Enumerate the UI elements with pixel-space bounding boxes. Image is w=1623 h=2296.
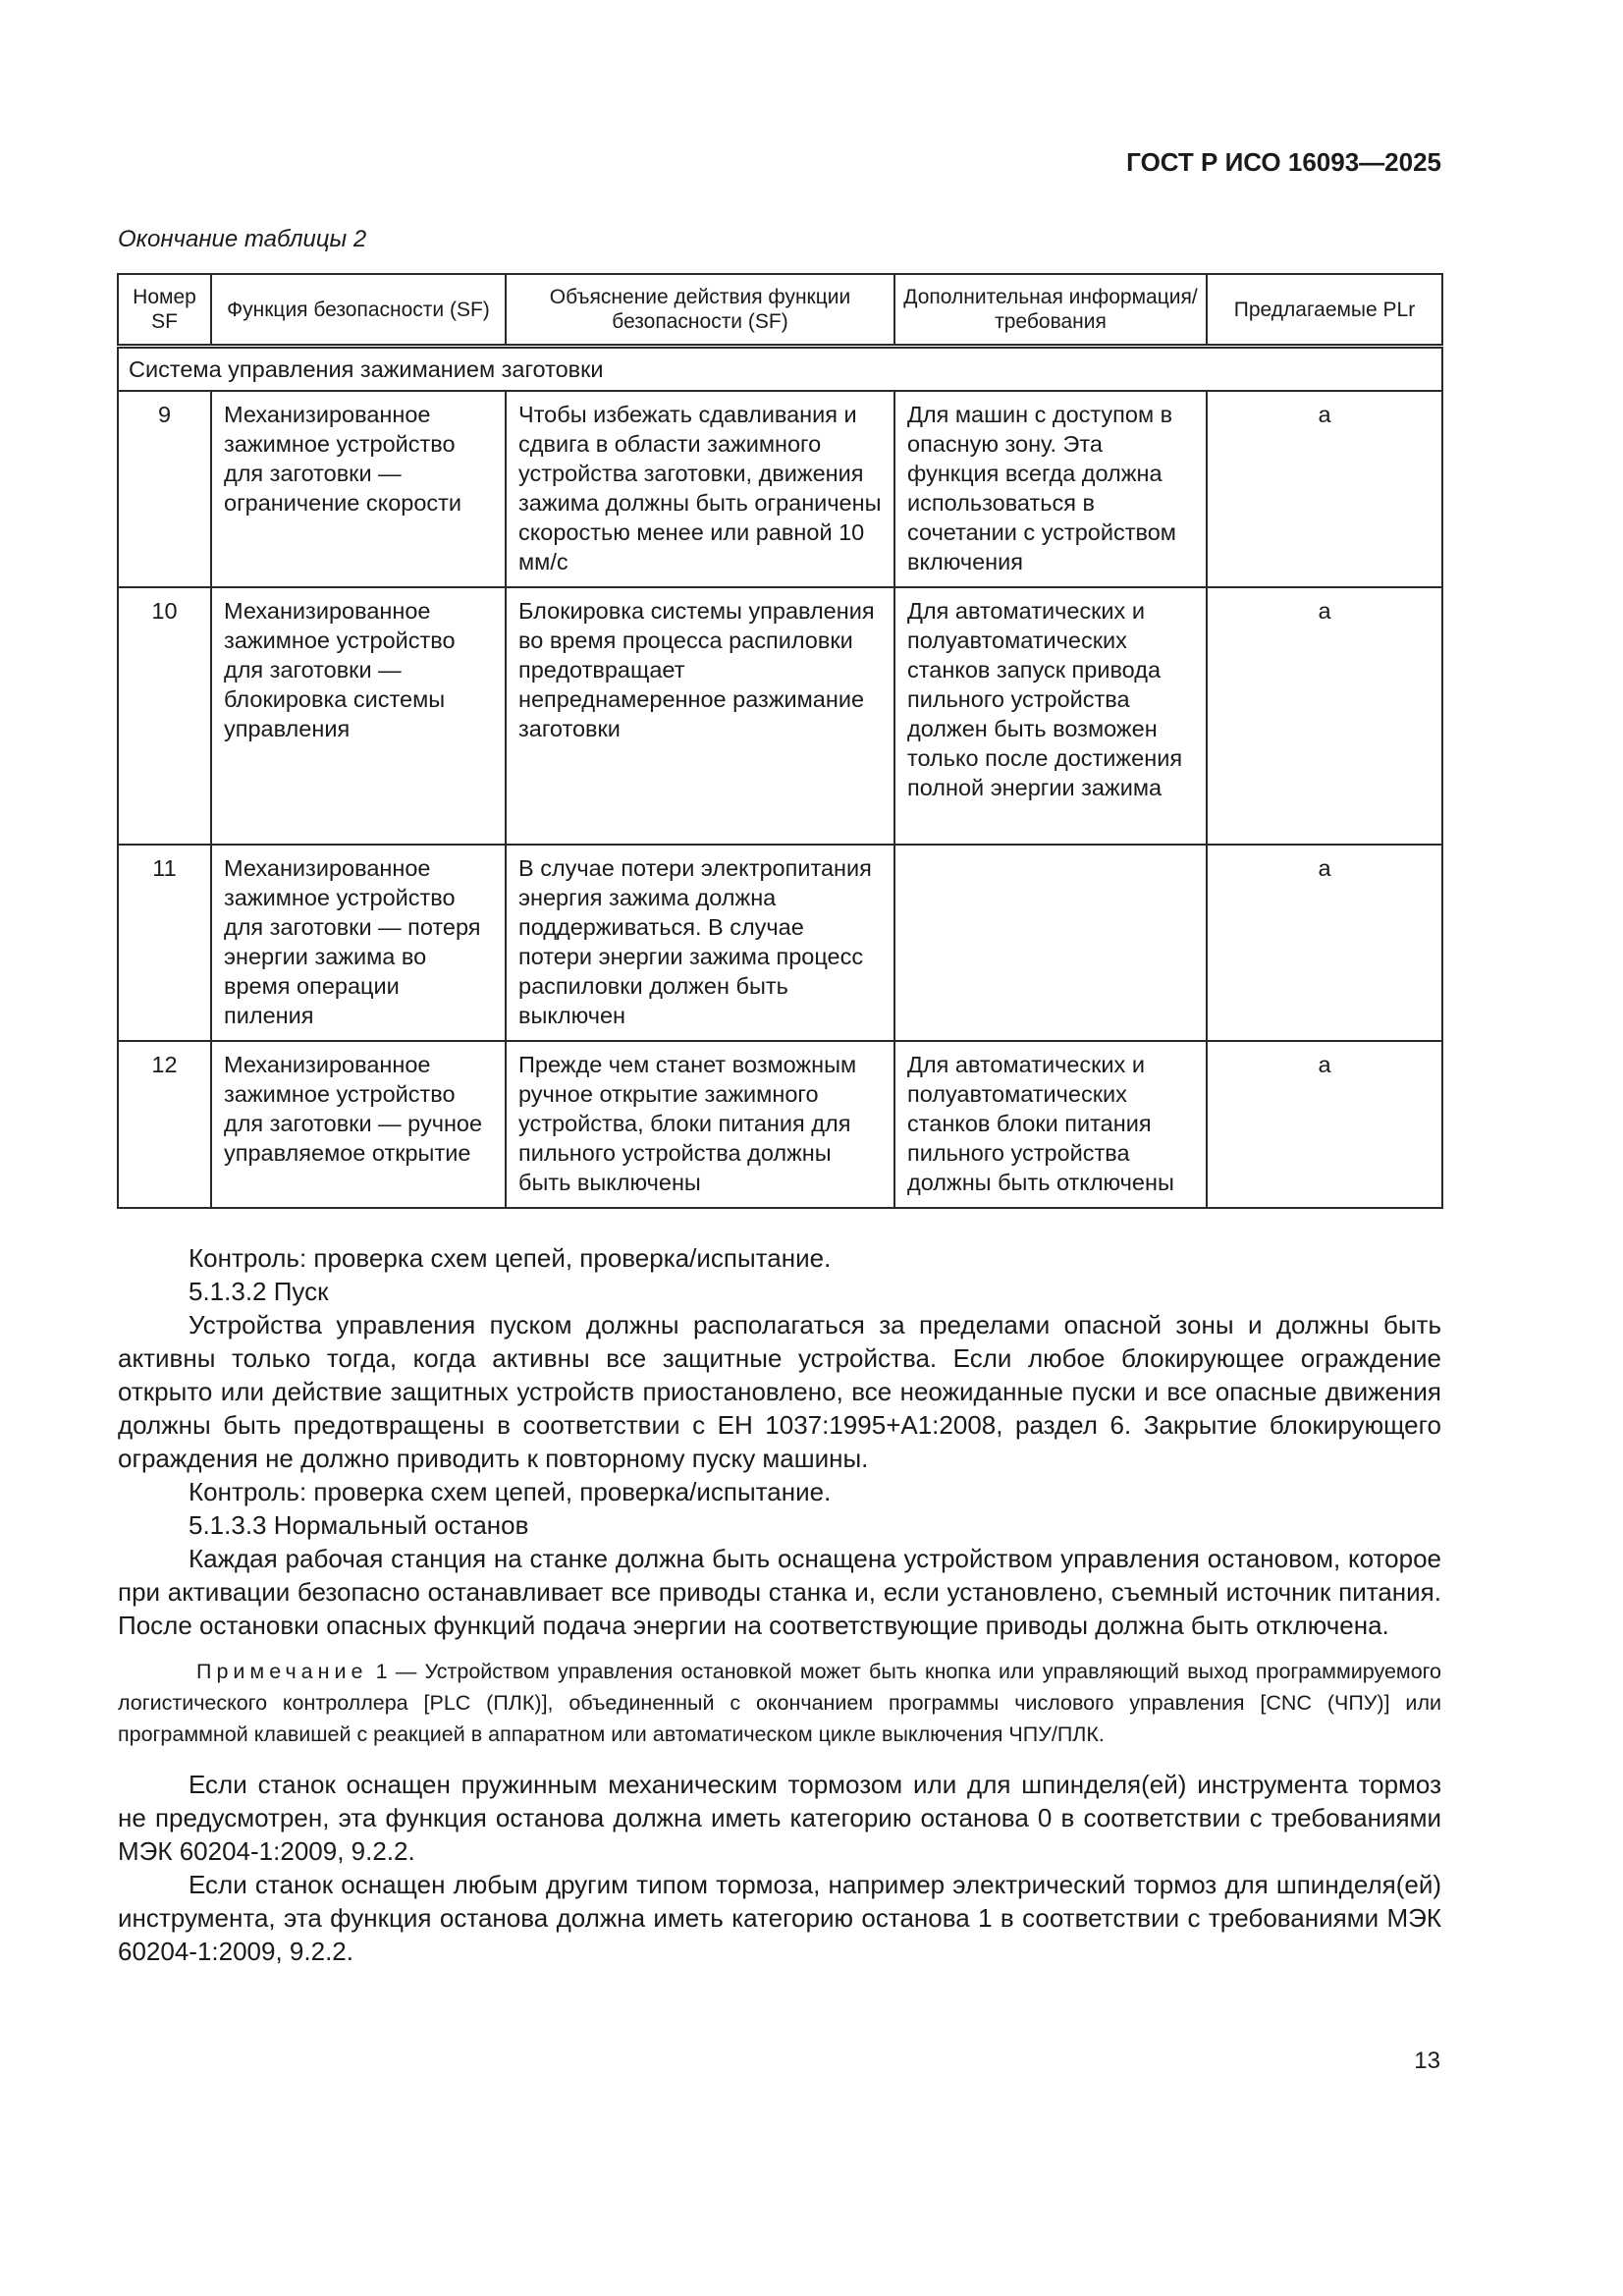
table-caption: Окончание таблицы 2 [118,226,367,252]
cell-plr: a [1207,587,1442,845]
page-number: 13 [1414,2048,1440,2074]
cell-plr: a [1207,845,1442,1041]
body-text [118,1241,1441,1968]
table-row [118,587,1442,845]
column-header-function: Функция безопасности (SF) [211,274,506,347]
cell-info: Для автоматических и полуавтоматических станков блоки питания пильного устройства должны быть отключены [894,1041,1207,1208]
section-title: Система управления зажиманием заготовки [118,347,1442,392]
table-header-row [118,274,1442,347]
cell-function: Механизированное зажимное устройство для заготовки — ограничение скорости [211,391,506,587]
note-text: 1 — Устройством управления остановкой может быть кнопка или управляющий выход программируемого логистического контроллера [PLC (ПЛК)], объединенный с окончанием программы числового управления [CNC (ЧПУ)] или программной клавишей с реакцией в аппаратном или автоматическом цикле выключения ЧПУ/ПЛК. [118,1660,1441,1746]
note-label: Примечание [196,1660,368,1683]
cell-num: 9 [118,391,211,587]
safety-functions-table [117,273,1443,1209]
control-paragraph: Контроль: проверка схем цепей, проверка/испытание. [189,1477,832,1506]
cell-num: 10 [118,587,211,845]
table-row [118,1041,1442,1208]
cell-num: 12 [118,1041,211,1208]
table-row [118,845,1442,1041]
cell-explanation: Чтобы избежать сдавливания и сдвига в области зажимного устройства заготовки, движения зажима должны быть ограничены скоростью менее или равной 10 мм/с [506,391,894,587]
document-code: ГОСТ Р ИСО 16093—2025 [1126,147,1441,177]
column-header-plr: Предлагаемые PLr [1207,274,1442,347]
table-section-row [118,347,1442,392]
start-paragraph: Устройства управления пуском должны располагаться за пределами опасной зоны и должны быть активны только тогда, когда активны все защитные устройства. Если любое блокирующее ограждение открыто или действие защитных устройств приостановлено, все неожиданные пуски и все опасные движения должны быть предотвращены в соответствии с ЕН 1037:1995+А1:2008, раздел 6. Закрытие блокирующего ограждения не должно приводить к повторному пуску машины. [118,1310,1441,1473]
cell-info: Для автоматических и полуавтоматических станков запуск привода пильного устройства должен быть возможен только после достижения полной энергии зажима [894,587,1207,845]
cell-plr: a [1207,1041,1442,1208]
cell-info [894,845,1207,1041]
section-heading-start: 5.1.3.2 Пуск [189,1277,329,1306]
brake-paragraph-1: Если станок оснащен пружинным механическим тормозом или для шпинделя(ей) инструмента тормоз не предусмотрен, эта функция останова должна иметь категорию останова 0 в соответствии с требованиями МЭК 60204-1:2009, 9.2.2. [118,1770,1441,1866]
column-header-explanation: Объяснение действия функции безопасности (SF) [506,274,894,347]
table-row [118,391,1442,587]
cell-function: Механизированное зажимное устройство для заготовки — потеря энергии зажима во время операции пиления [211,845,506,1041]
cell-explanation: Прежде чем станет возможным ручное открытие зажимного устройства, блоки питания для пильного устройства должны быть выключены [506,1041,894,1208]
cell-num: 11 [118,845,211,1041]
note [118,1656,1441,1750]
column-header-info: Дополнительная информация/требования [894,274,1207,347]
cell-function: Механизированное зажимное устройство для заготовки — ручное управляемое открытие [211,1041,506,1208]
section-heading-stop: 5.1.3.3 Нормальный останов [189,1510,529,1540]
cell-function: Механизированное зажимное устройство для заготовки — блокировка системы управления [211,587,506,845]
column-header-num: Номер SF [118,274,211,347]
control-paragraph: Контроль: проверка схем цепей, проверка/испытание. [189,1243,832,1273]
brake-paragraph-2: Если станок оснащен любым другим типом тормоза, например электрический тормоз для шпинделя(ей) инструмента, эта функция останова должна иметь категорию останова 1 в соответствии с требованиями МЭК 60204-1:2009, 9.2.2. [118,1870,1441,1966]
cell-plr: a [1207,391,1442,587]
cell-info: Для машин с доступом в опасную зону. Эта функция всегда должна использоваться в сочетании с устройством включения [894,391,1207,587]
cell-explanation: В случае потери электропитания энергия зажима должна поддерживаться. В случае потери энергии зажима процесс распиловки должен быть выключен [506,845,894,1041]
cell-explanation: Блокировка системы управления во время процесса распиловки предотвращает непреднамеренное разжимание заготовки [506,587,894,845]
stop-paragraph: Каждая рабочая станция на станке должна быть оснащена устройством управления остановом, которое при активации безопасно останавливает все приводы станка и, если установлено, съемный источник питания. После остановки опасных функций подача энергии на соответствующие приводы должна быть отключена. [118,1544,1441,1640]
